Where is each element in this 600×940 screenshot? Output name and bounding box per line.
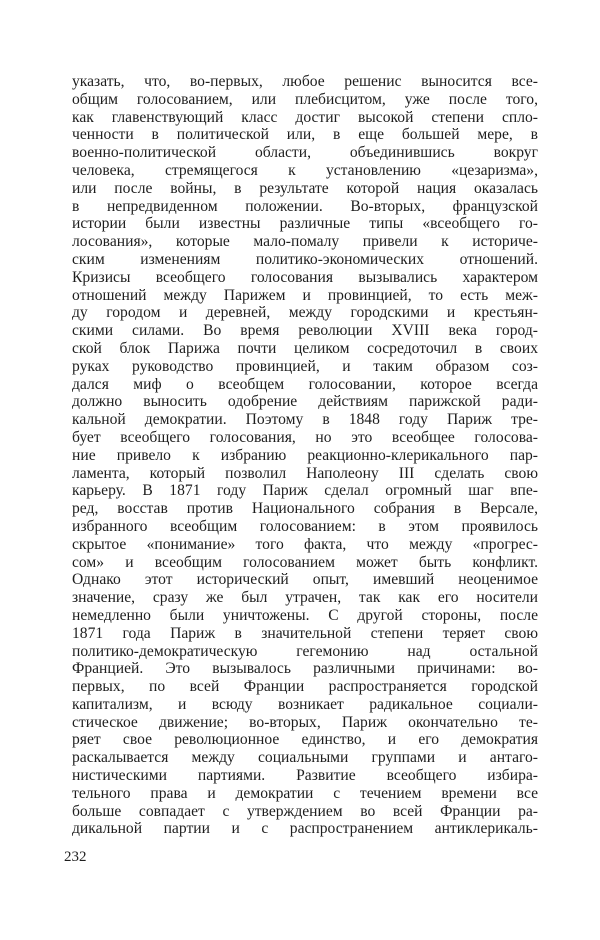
text-line: ние привело к избранию реакционно-клерикального пар- <box>72 446 538 464</box>
text-line: больше совпадает с утверждением во всей Франции ра- <box>72 802 538 820</box>
text-line: дался миф о всеобщем голосовании, которое всегда <box>72 375 538 393</box>
text-line: или после войны, в результате которой нация оказалась <box>72 179 538 197</box>
text-line: первых, по всей Франции распространяется городской <box>72 678 538 696</box>
text-line: указать, что, во-первых, любое решенис выносится все- <box>72 73 538 90</box>
text-line: избранного всеобщим голосованием: в этом проявилось <box>72 517 538 535</box>
text-line: человека, стремящегося к установлению «цезаризма», <box>72 161 538 179</box>
text-line: значение, сразу же был утрачен, так как его носители <box>72 589 538 607</box>
text-line: военно-политической области, объединившись вокруг <box>72 144 538 162</box>
text-line: руках руководство провинцией, и таким образом соз- <box>72 357 538 375</box>
text-line: сом» и всеобщим голосованием может быть конфликт. <box>72 553 538 571</box>
text-line: кальной демократии. Поэтому в 1848 году Париж тре- <box>72 411 538 429</box>
text-line: ду городом и деревней, между городскими и крестьян- <box>72 304 538 322</box>
text-line: ряет свое революционное единство, и его демократия <box>72 731 538 749</box>
text-line: лосования», которые мало-помалу привели к историче- <box>72 233 538 251</box>
text-line: Кризисы всеобщего голосования вызывались характером <box>72 268 538 286</box>
text-line: ским изменениям политико-экономических отношений. <box>72 250 538 268</box>
text-line: Однако этот исторический опыт, имевший неоценимое <box>72 571 538 589</box>
text-line: политико-демократическую гегемонию над остальной <box>72 642 538 660</box>
text-line: дикальной партии и с распространением антиклерикаль- <box>72 820 538 838</box>
text-line: карьеру. В 1871 году Париж сделал огромный шаг впе- <box>72 482 538 500</box>
text-line: стическое движение; во-вторых, Париж окончательно те- <box>72 713 538 731</box>
text-line: тельного права и демократии с течением времени все <box>72 784 538 802</box>
text-line: немедленно были уничтожены. С другой стороны, после <box>72 606 538 624</box>
text-line: ламента, который позволил Наполеону III сделать свою <box>72 464 538 482</box>
text-line: скрытое «понимание» того факта, что между «прогрес- <box>72 535 538 553</box>
text-line: отношений между Парижем и провинцией, то есть меж- <box>72 286 538 304</box>
text-line: капитализм, и всюду возникает радикальное социали- <box>72 695 538 713</box>
text-line: как главенствующий класс достиг высокой степени спло- <box>72 108 538 126</box>
text-line: ред, восстав против Национального собрания в Версале, <box>72 500 538 518</box>
text-line: бует всеобщего голосования, но это всеобщее голосова- <box>72 428 538 446</box>
text-line: истории были известны различные типы «всеобщего го- <box>72 215 538 233</box>
text-line: 1871 года Париж в значительной степени теряет свою <box>72 624 538 642</box>
text-line: нистическими партиями. Развитие всеобщего избира- <box>72 767 538 785</box>
page-number: 232 <box>64 849 87 865</box>
text-line: раскалывается между социальными группами и антаго- <box>72 749 538 767</box>
text-line: в непредвиденном положении. Во-вторых, французской <box>72 197 538 215</box>
text-line: ченности в политической или, в еще большей мере, в <box>72 126 538 144</box>
text-line: ской блок Парижа почти целиком сосредоточил в своих <box>72 339 538 357</box>
body-text <box>72 73 538 838</box>
text-line: скими силами. Во время революции XVIII века город- <box>72 322 538 340</box>
text-line: общим голосованием, или плебисцитом, уже после того, <box>72 90 538 108</box>
text-line: должно выносить одобрение действиям парижской ради- <box>72 393 538 411</box>
text-line: Францией. Это вызывалось различными причинами: во- <box>72 660 538 678</box>
